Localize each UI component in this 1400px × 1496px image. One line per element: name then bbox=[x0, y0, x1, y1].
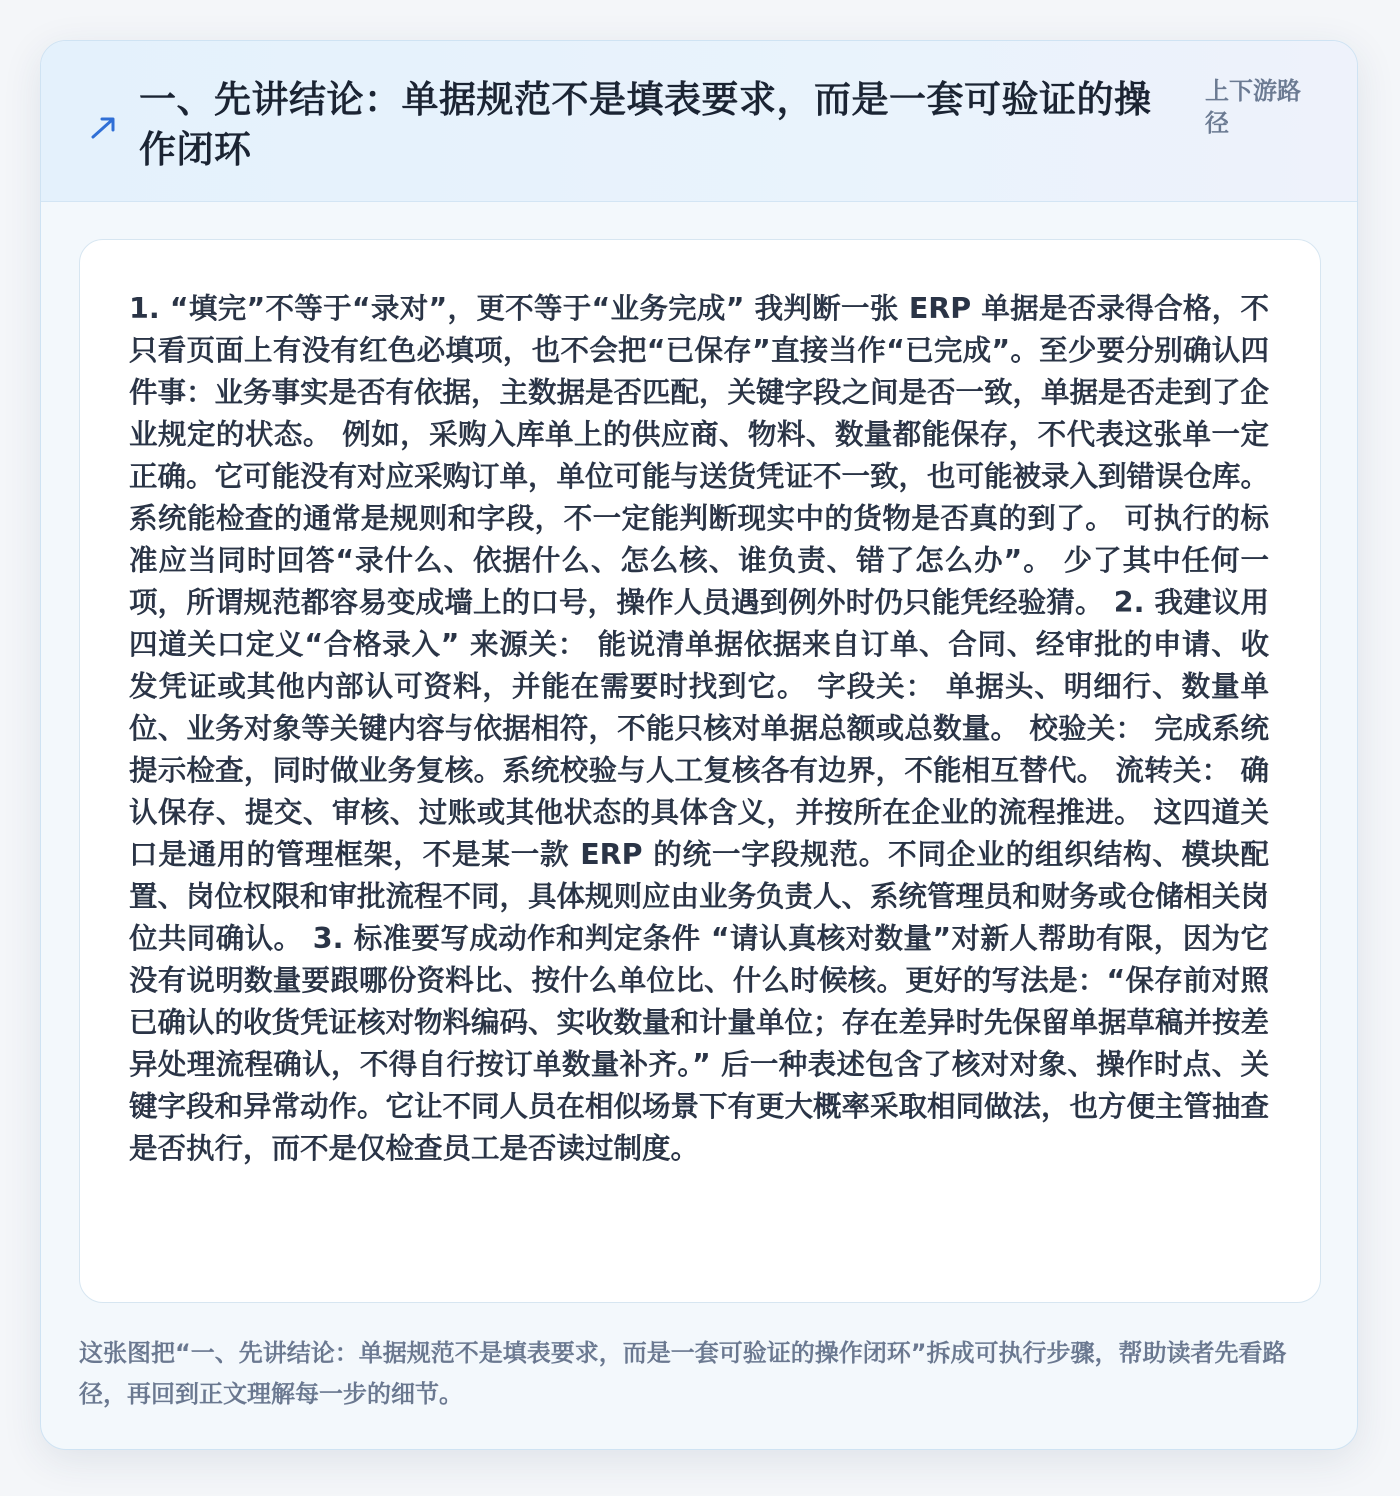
arrow-up-right-icon bbox=[87, 111, 119, 143]
figure-caption: 这张图把“一、先讲结论：单据规范不是填表要求，而是一套可验证的操作闭环”拆成可执行步骤，帮助读者先看路径，再回到正文理解每一步的细节。 bbox=[79, 1339, 1287, 1408]
section-title: 一、先讲结论：单据规范不是填表要求，而是一套可验证的操作闭环 bbox=[139, 78, 1152, 171]
body-text: 1. “填完”不等于“录对”，更不等于“业务完成” 我判断一张 ERP 单据是否录得合格，不只看页面上有没有红色必填项，也不会把“已保存”直接当作“已完成”。至少要分别确认四件事：业务事实是否有依据，主数据是否匹配，关键字段之间是否一致，单据是否走到了企业规定的状态。 例如，采购入库单上的供应商、物料、数量都能保存，不代表这张单一定正确。它可能没有对应采购订单，单位可能与送货凭证不一致，也可能被录入到错误仓库。系统能检查的通常是规则和字段，不一定能判断现实中的货物是否真的到了。 可执行的标准应当同时回答“录什么、依据什么、怎么核、谁负责、错了怎么办”。 少了其中任何一项，所谓规范都容易变成墙上的口号，操作人员遇到例外时仍只能凭经验猜。 2. 我建议用四道关口定义“合格录入” 来源关： 能说清单据依据来自订单、合同、经审批的申请、收发凭证或其他内部认可资料，并能在需要时找到它。 字段关： 单据头、明细行、数量单位、业务对象等关键内容与依据相符，不能只核对单据总额或总数量。 校验关： 完成系统提示检查，同时做业务复核。系统校验与人工复核各有边界，不能相互替代。 流转关： 确认保存、提交、审核、过账或其他状态的具体含义，并按所在企业的流程推进。 这四道关口是通用的管理框架，不是某一款 ERP 的统一字段规范。不同企业的组织结构、模块配置、岗位权限和审批流程不同，具体规则应由业务负责人、系统管理员和财务或仓储相关岗位共同确认。 3. 标准要写成动作和判定条件 “请认真核对数量”对新人帮助有限，因为它没有说明数量要跟哪份资料比、按什么单位比、什么时候核。更好的写法是：“保存前对照已确认的收货凭证核对物料编码、实收数量和计量单位；存在差异时先保留单据草稿并按差异处理流程确认，不得自行按订单数量补齐。” 后一种表述包含了核对对象、操作时点、关键字段和异常动作。它让不同人员在相似场景下有更大概率采取相同做法，也方便主管抽查是否执行，而不是仅检查员工是否读过制度。 bbox=[129, 292, 1270, 1165]
content-box bbox=[79, 239, 1321, 1303]
side-tag: 上下游路径 bbox=[1205, 77, 1301, 137]
card-header bbox=[41, 41, 1357, 202]
section-card bbox=[40, 40, 1358, 1450]
